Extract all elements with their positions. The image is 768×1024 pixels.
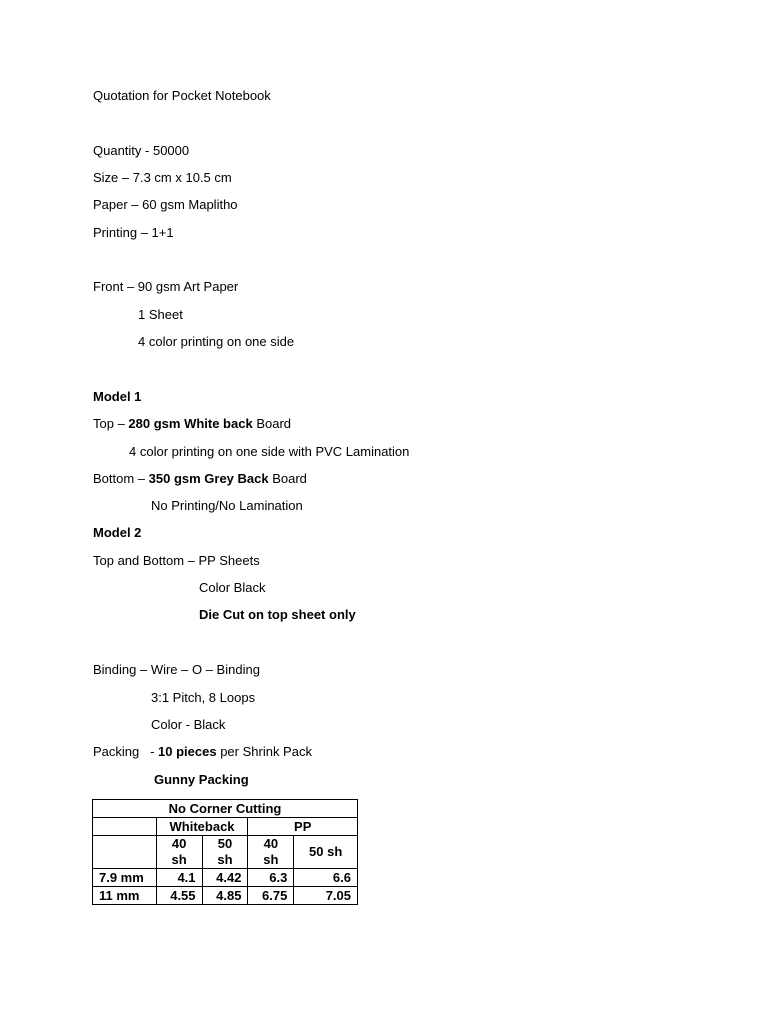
table-title: No Corner Cutting xyxy=(93,800,358,818)
table-cell: 4.85 xyxy=(202,887,248,905)
model1-top-line xyxy=(93,416,291,432)
printing-line: Printing – 1+1 xyxy=(93,225,174,240)
table-title-row xyxy=(93,800,358,818)
model2-color: Color Black xyxy=(199,580,266,595)
model2-diecut: Die Cut on top sheet only xyxy=(199,607,356,622)
table-cell: 6.3 xyxy=(248,869,294,887)
table-row xyxy=(93,887,358,905)
size-line: Size – 7.3 cm x 10.5 cm xyxy=(93,170,232,185)
model2-heading: Model 2 xyxy=(93,525,142,540)
table-row-label: 11 mm xyxy=(93,887,157,905)
model1-bottom-detail: No Printing/No Lamination xyxy=(151,498,303,513)
table-corner-cell xyxy=(93,818,157,836)
table-subheader: 50 sh xyxy=(202,836,248,869)
front-sheet-line: 1 Sheet xyxy=(138,307,183,322)
quantity-line: Quantity - 50000 xyxy=(93,143,190,158)
model2-line: Top and Bottom – PP Sheets xyxy=(93,553,260,568)
model1-bottom-line xyxy=(93,471,307,487)
table-subheader: 40 sh xyxy=(248,836,294,869)
table-group-row xyxy=(93,818,358,836)
binding-color: Color - Black xyxy=(151,717,226,732)
table-cell: 7.05 xyxy=(294,887,358,905)
price-table xyxy=(92,799,358,905)
model1-top-board-type: 280 gsm White back xyxy=(128,416,253,431)
document-title: Quotation for Pocket Notebook xyxy=(93,88,271,103)
model1-heading: Model 1 xyxy=(93,389,142,404)
packing-prefix: Packing - xyxy=(93,744,159,759)
model1-bottom-suffix: Board xyxy=(268,471,307,486)
table-group-pp: PP xyxy=(248,818,358,836)
model1-bottom-prefix: Bottom – xyxy=(93,471,149,486)
table-cell: 6.75 xyxy=(248,887,294,905)
binding-pitch: 3:1 Pitch, 8 Loops xyxy=(151,690,256,705)
model1-top-suffix: Board xyxy=(252,416,292,431)
table-cell: 4.1 xyxy=(156,869,202,887)
front-color-line: 4 color printing on one side xyxy=(138,334,295,349)
table-cell: 4.42 xyxy=(202,869,248,887)
binding-line: Binding – Wire – O – Binding xyxy=(93,662,260,677)
packing-suffix: per Shrink Pack xyxy=(216,744,312,759)
packing-line xyxy=(93,744,312,760)
table-row-label: 7.9 mm xyxy=(93,869,157,887)
table-cell: 6.6 xyxy=(294,869,358,887)
table-subheader: 50 sh xyxy=(294,836,358,869)
table-cell: 4.55 xyxy=(156,887,202,905)
model1-top-detail: 4 color printing on one side with PVC Lamination xyxy=(129,444,410,459)
table-group-whiteback: Whiteback xyxy=(156,818,248,836)
table-row xyxy=(93,869,358,887)
table-corner-cell xyxy=(93,836,157,869)
packing-gunny: Gunny Packing xyxy=(154,772,249,787)
table-subheader: 40 sh xyxy=(156,836,202,869)
paper-line: Paper – 60 gsm Maplitho xyxy=(93,197,238,212)
model1-bottom-board-type: 350 gsm Grey Back xyxy=(148,471,269,486)
model1-top-prefix: Top – xyxy=(93,416,129,431)
table-subheader-row xyxy=(93,836,358,869)
front-line: Front – 90 gsm Art Paper xyxy=(93,279,239,294)
packing-quantity: 10 pieces xyxy=(158,744,217,759)
